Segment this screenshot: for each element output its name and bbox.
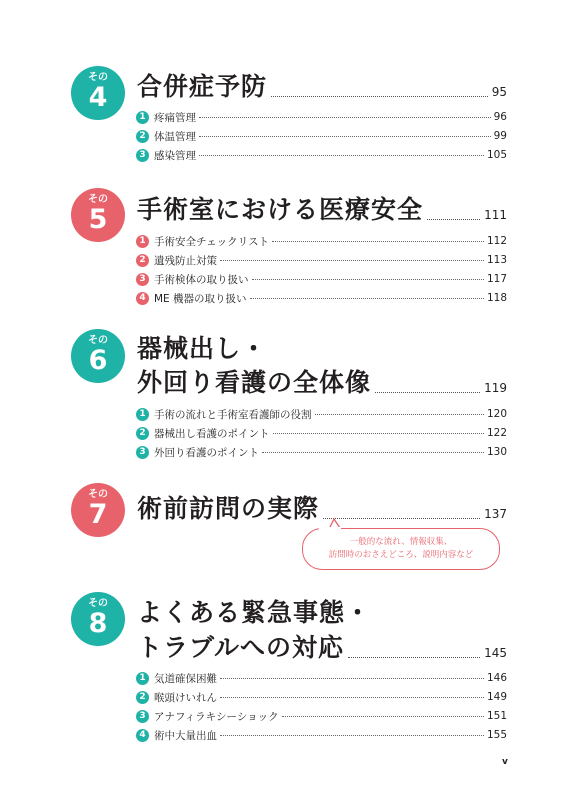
leader-dots (250, 297, 484, 299)
item-page: 105 (486, 149, 507, 161)
section-badge (71, 483, 125, 537)
section-title-line1: よくある緊急事態・ (137, 598, 372, 627)
section-badge (71, 66, 125, 120)
item-page: 113 (486, 254, 507, 266)
item-label: 器械出し看護のポイント (154, 427, 270, 440)
section-sono-label: その (88, 72, 108, 83)
toc-item[interactable] (136, 406, 507, 422)
item-label: 疼痛管理 (154, 111, 196, 124)
section-badge (71, 329, 125, 383)
toc-item[interactable] (136, 252, 507, 268)
leader-dots (252, 278, 484, 280)
toc-item[interactable] (136, 425, 507, 441)
item-label: 感染管理 (154, 149, 196, 162)
section-title: 手術室における医療安全 (137, 195, 424, 224)
leader-dots (199, 135, 491, 137)
item-label: 手術検体の取り扱い (154, 273, 249, 286)
leader-dots (199, 116, 491, 118)
section-title: 術前訪問の実際 (137, 494, 320, 523)
item-page: 151 (486, 710, 507, 722)
item-number-badge: 2 (136, 130, 149, 143)
item-number-badge: 4 (136, 729, 149, 742)
section-sono-label: その (88, 194, 108, 205)
section-sono-label: その (88, 489, 108, 500)
toc-item[interactable] (136, 727, 507, 743)
toc-item[interactable] (136, 147, 507, 163)
item-number-badge: 3 (136, 446, 149, 459)
section-number: 6 (88, 345, 108, 376)
item-label: 手術の流れと手術室看護師の役割 (154, 408, 312, 421)
item-label: 遺残防止対策 (154, 254, 217, 267)
section-page: 145 (484, 646, 507, 660)
item-label: 手術安全チェックリスト (154, 235, 269, 248)
item-number-badge: 2 (136, 427, 149, 440)
item-number-badge: 3 (136, 710, 149, 723)
section-number: 8 (88, 608, 108, 639)
item-page: 112 (486, 235, 507, 247)
leader-dots (282, 715, 484, 717)
section-page: 137 (484, 507, 507, 521)
item-page: 146 (486, 672, 507, 684)
section-title-row[interactable] (137, 493, 507, 525)
item-page: 117 (486, 273, 507, 285)
toc-item[interactable] (136, 689, 507, 705)
item-number-badge: 4 (136, 292, 149, 305)
item-label: アナフィラキシーショック (154, 710, 279, 723)
toc-item[interactable] (136, 290, 507, 306)
page-number: v (502, 757, 508, 767)
leader-dots (220, 696, 484, 698)
item-number-badge: 1 (136, 408, 149, 421)
leader-dots (272, 240, 484, 242)
note-line: 一般的な流れ、情報収集、 (349, 537, 453, 547)
section-sono-label: その (88, 335, 108, 346)
item-label: 術中大量出血 (154, 729, 217, 742)
section-page: 119 (484, 381, 507, 395)
item-page: 118 (486, 292, 507, 304)
leader-dots (427, 219, 480, 220)
leader-dots (271, 96, 488, 97)
leader-dots (220, 259, 484, 261)
section-sono-label: その (88, 598, 108, 609)
section-title: トラブルへの対応 (137, 633, 345, 662)
item-number-badge: 1 (136, 672, 149, 685)
leader-dots (348, 657, 480, 658)
item-number-badge: 3 (136, 149, 149, 162)
section-title: 合併症予防 (137, 72, 268, 101)
section-number: 7 (88, 499, 108, 530)
item-label: ME 機器の取り扱い (154, 292, 247, 305)
leader-dots (375, 392, 480, 393)
section-badge (71, 188, 125, 242)
section-page: 95 (491, 85, 507, 99)
toc-item[interactable] (136, 444, 507, 460)
item-label: 喉頭けいれん (154, 691, 217, 704)
section-title-row[interactable] (137, 632, 507, 664)
leader-dots (323, 518, 480, 519)
leader-dots (220, 734, 484, 736)
section-title-line1: 器械出し・ (137, 334, 268, 363)
section-title-row[interactable] (137, 194, 507, 226)
item-page: 155 (486, 729, 507, 741)
item-page: 122 (486, 427, 507, 439)
item-number-badge: 1 (136, 235, 149, 248)
section-title: 外回り看護の全体像 (137, 368, 372, 397)
section-number: 4 (88, 82, 108, 113)
note-line: 訪問時のおさえどころ、説明内容など (328, 550, 474, 560)
toc-item[interactable] (136, 233, 507, 249)
section-title-row[interactable] (137, 71, 507, 103)
item-label: 気道確保困難 (154, 672, 217, 685)
section-badge (71, 592, 125, 646)
bubble-tail-mask (319, 527, 341, 530)
item-number-badge: 2 (136, 254, 149, 267)
item-page: 120 (486, 408, 507, 420)
item-page: 99 (493, 130, 507, 142)
note-bubble (302, 528, 500, 570)
leader-dots (315, 413, 484, 415)
leader-dots (273, 432, 484, 434)
leader-dots (220, 677, 484, 679)
toc-item[interactable] (136, 708, 507, 724)
toc-item[interactable] (136, 670, 507, 686)
item-number-badge: 2 (136, 691, 149, 704)
toc-item[interactable] (136, 109, 507, 125)
item-label: 外回り看護のポイント (154, 446, 259, 459)
item-label: 体温管理 (154, 130, 196, 143)
section-number: 5 (88, 204, 108, 235)
item-page: 130 (486, 446, 507, 458)
section-page: 111 (484, 208, 507, 222)
section-title-row[interactable] (137, 367, 507, 399)
item-number-badge: 1 (136, 111, 149, 124)
item-number-badge: 3 (136, 273, 149, 286)
item-page: 149 (486, 691, 507, 703)
leader-dots (199, 154, 484, 156)
leader-dots (262, 451, 484, 453)
toc-item[interactable] (136, 128, 507, 144)
toc-item[interactable] (136, 271, 507, 287)
item-page: 96 (493, 111, 507, 123)
